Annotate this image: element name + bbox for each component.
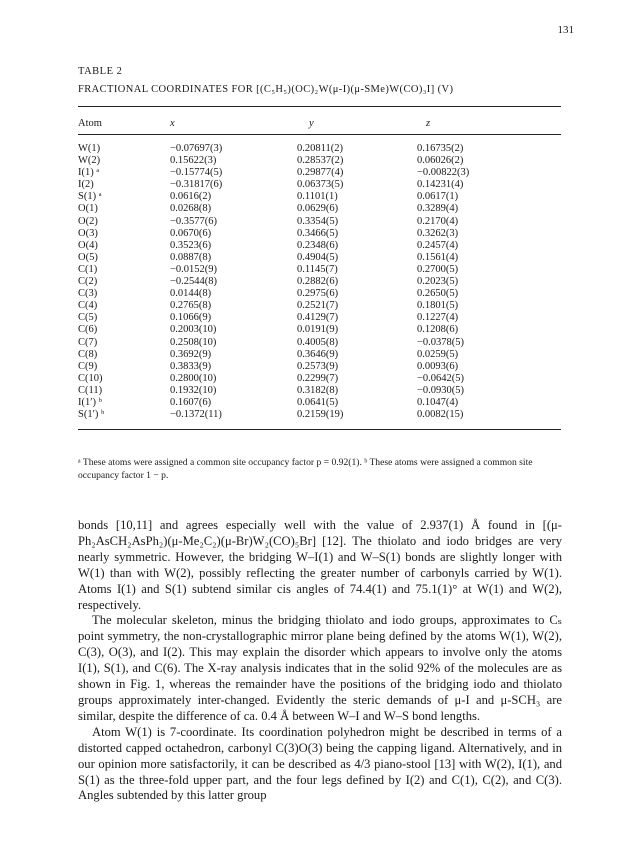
y-cell: 0.2159(19) xyxy=(297,409,344,421)
x-cell: −0.15774(5) xyxy=(170,167,223,179)
x-cell: 0.0887(8) xyxy=(170,251,212,263)
atom-cell: S(1) ᵃ xyxy=(78,191,102,203)
table-top-rule xyxy=(78,106,561,107)
y-cell: 0.3646(9) xyxy=(297,348,339,360)
z-cell: 0.0093(6) xyxy=(417,360,459,372)
z-cell: 0.1227(4) xyxy=(417,312,459,324)
y-cell: 0.1101(1) xyxy=(297,191,338,203)
table-row xyxy=(78,300,547,312)
table-row xyxy=(78,240,547,252)
z-cell: 0.2700(5) xyxy=(417,263,459,275)
body-text xyxy=(78,518,562,804)
table-row xyxy=(78,155,547,167)
table-row xyxy=(78,143,547,155)
y-cell: 0.3182(8) xyxy=(297,384,339,396)
y-cell: 0.4129(7) xyxy=(297,312,339,324)
x-cell: 0.0616(2) xyxy=(170,191,212,203)
z-cell: 0.06026(2) xyxy=(417,155,464,167)
x-cell: 0.2508(10) xyxy=(170,336,217,348)
x-cell: 0.3833(9) xyxy=(170,360,212,372)
table-row xyxy=(78,203,547,215)
table-row xyxy=(78,252,547,264)
y-cell: 0.06373(5) xyxy=(297,179,344,191)
y-cell: 0.4904(5) xyxy=(297,251,339,263)
y-cell: 0.0629(6) xyxy=(297,203,339,215)
x-cell: 0.0670(6) xyxy=(170,227,212,239)
table-label: TABLE 2 xyxy=(78,66,123,77)
table-row xyxy=(78,373,547,385)
atom-cell: C(1) xyxy=(78,263,98,275)
table-row xyxy=(78,228,547,240)
atom-cell: C(10) xyxy=(78,372,103,384)
z-cell: 0.14231(4) xyxy=(417,179,464,191)
x-cell: 0.1607(6) xyxy=(170,396,212,408)
z-cell: 0.16735(2) xyxy=(417,143,464,154)
z-cell: 0.2457(4) xyxy=(417,239,459,251)
z-cell: 0.0617(1) xyxy=(417,191,459,203)
paragraph-2: The molecular skeleton, minus the bridging thiolato and iodo groups, approximates to Cₛ point symmetry, the non-crystallographic mirror plane being defined by the atoms W(1), W(2), C(3), O(3), and I(2). This may explain the disorder which appears to involve only the atoms I(1), S(1), and C(6). The X-ray analysis indicates that in the solid 92% of the molecules are as shown in Fig. 1, whereas the remainder have the positions of the bridging iodo and thiolato groups approximately inter-changed. Evidently the steric demands of μ-I and μ-SCH₃ are similar, despite the difference of ca. 0.4 Å between W–I and W–S bond lengths. xyxy=(78,613,562,723)
column-header-z: z xyxy=(426,118,431,129)
z-cell: 0.1561(4) xyxy=(417,251,459,263)
x-cell: 0.0268(8) xyxy=(170,203,212,215)
table-caption: FRACTIONAL COORDINATES FOR [(C₅H₅)(OC)₂W(μ-I)(μ-SMe)W(CO)₃I] (V) xyxy=(78,84,454,95)
atom-cell: O(3) xyxy=(78,227,98,239)
y-cell: 0.20811(2) xyxy=(297,143,343,154)
table-row xyxy=(78,264,547,276)
y-cell: 0.3466(5) xyxy=(297,227,339,239)
table-row xyxy=(78,361,547,373)
atom-cell: I(2) xyxy=(78,179,94,191)
y-cell: 0.0641(5) xyxy=(297,396,339,408)
z-cell: 0.0082(15) xyxy=(417,409,464,421)
table-row xyxy=(78,349,547,361)
z-cell: 0.1208(6) xyxy=(417,324,459,336)
atom-cell: C(4) xyxy=(78,300,98,312)
paragraph-1: bonds [10,11] and agrees especially well with the value of 2.937(1) Å found in [(μ-Ph₂AsCH₂AsPh₂)(μ-Me₂C₂)(μ-Br)W₂(CO)₅Br] [12]. The thiolato and iodo bridges are very nearly symmetric. However, the bridging W–I(1) and W–S(1) bonds are slightly longer with W(1) than with W(2), possibly reflecting the greater number of carbonyls carried by W(1). Atoms I(1) and S(1) subtend similar cis angles of 74.4(1) and 75.1(1)° at W(1) and W(2), respectively. xyxy=(78,518,562,612)
atom-cell: O(1) xyxy=(78,203,98,215)
atom-cell: C(2) xyxy=(78,276,98,288)
z-cell: −0.0378(5) xyxy=(417,336,465,348)
z-cell: 0.2023(5) xyxy=(417,276,459,288)
z-cell: −0.0930(5) xyxy=(417,384,465,396)
z-cell: 0.3262(3) xyxy=(417,227,459,239)
table-row xyxy=(78,409,547,421)
x-cell: −0.3577(6) xyxy=(170,215,218,227)
table-row xyxy=(78,397,547,409)
table-row xyxy=(78,191,547,203)
page-number: 131 xyxy=(557,24,574,36)
x-cell: 0.1066(9) xyxy=(170,312,212,324)
z-cell: 0.2170(4) xyxy=(417,215,459,227)
z-cell: −0.00822(3) xyxy=(417,167,470,179)
table-row xyxy=(78,324,547,336)
x-cell: 0.1932(10) xyxy=(170,384,217,396)
z-cell: 0.1801(5) xyxy=(417,300,459,312)
y-cell: 0.4005(8) xyxy=(297,336,339,348)
y-cell: 0.29877(4) xyxy=(297,167,344,179)
z-cell: 0.0259(5) xyxy=(417,348,459,360)
table-row xyxy=(78,167,547,179)
atom-cell: I(1′) ᵇ xyxy=(78,396,102,408)
table-row xyxy=(78,288,547,300)
atom-cell: C(6) xyxy=(78,324,98,336)
table-bottom-rule xyxy=(78,429,561,430)
atom-cell: C(11) xyxy=(78,384,103,396)
y-cell: 0.2882(6) xyxy=(297,276,339,288)
atom-cell: W(1) xyxy=(78,143,101,154)
atom-cell: I(1) ᵃ xyxy=(78,167,100,179)
y-cell: 0.2299(7) xyxy=(297,372,339,384)
z-cell: −0.0642(5) xyxy=(417,372,465,384)
atom-cell: O(2) xyxy=(78,215,98,227)
x-cell: −0.07697(3) xyxy=(170,143,223,154)
atom-cell: O(5) xyxy=(78,251,98,263)
y-cell: 0.2573(9) xyxy=(297,360,339,372)
x-cell: 0.3692(9) xyxy=(170,348,212,360)
atom-cell: C(5) xyxy=(78,312,98,324)
x-cell: 0.2765(8) xyxy=(170,300,212,312)
y-cell: 0.2521(7) xyxy=(297,300,339,312)
table-row xyxy=(78,179,547,191)
x-cell: 0.3523(6) xyxy=(170,239,212,251)
table-row xyxy=(78,337,547,349)
x-cell: −0.1372(11) xyxy=(170,409,222,421)
y-cell: 0.2975(6) xyxy=(297,288,339,300)
atom-cell: C(7) xyxy=(78,336,98,348)
y-cell: 0.28537(2) xyxy=(297,155,344,167)
y-cell: 0.0191(9) xyxy=(297,324,339,336)
atom-cell: S(1′) ᵇ xyxy=(78,409,105,421)
x-cell: 0.2800(10) xyxy=(170,372,217,384)
table-row xyxy=(78,385,547,397)
atom-cell: C(8) xyxy=(78,348,98,360)
y-cell: 0.3354(5) xyxy=(297,215,339,227)
x-cell: 0.0144(8) xyxy=(170,288,212,300)
column-header-y: y xyxy=(309,118,314,129)
coordinates-table xyxy=(78,143,547,421)
atom-cell: C(9) xyxy=(78,360,98,372)
y-cell: 0.2348(6) xyxy=(297,239,339,251)
z-cell: 0.3289(4) xyxy=(417,203,459,215)
y-cell: 0.1145(7) xyxy=(297,263,338,275)
atom-cell: O(4) xyxy=(78,239,98,251)
z-cell: 0.2650(5) xyxy=(417,288,459,300)
column-header-x: x xyxy=(170,118,175,129)
table-header-rule xyxy=(78,134,561,135)
table-row xyxy=(78,276,547,288)
atom-cell: C(3) xyxy=(78,288,98,300)
table-footnote: ᵃ These atoms were assigned a common site occupancy factor p = 0.92(1). ᵇ These atoms were assigned a common site occupancy factor 1 − p. xyxy=(78,457,533,481)
x-cell: −0.31817(6) xyxy=(170,179,223,191)
x-cell: 0.15622(3) xyxy=(170,155,217,167)
atom-cell: W(2) xyxy=(78,155,101,167)
table-row xyxy=(78,312,547,324)
z-cell: 0.1047(4) xyxy=(417,396,459,408)
column-header-atom: Atom xyxy=(78,118,102,129)
x-cell: −0.0152(9) xyxy=(170,263,218,275)
table-row xyxy=(78,216,547,228)
paragraph-3: Atom W(1) is 7-coordinate. Its coordination polyhedron might be described in terms of a distorted capped octahedron, carbonyl C(3)O(3) being the capping ligand. Alternatively, and in our opinion more satisfactorily, it can be described as 4/3 piano-stool [13] with W(2), I(1), and S(1) as the three-fold upper part, and the four legs defined by I(2) and C(1), C(2), and C(3). Angles subtended by this latter group xyxy=(78,724,562,803)
x-cell: 0.2003(10) xyxy=(170,324,217,336)
x-cell: −0.2544(8) xyxy=(170,276,218,288)
